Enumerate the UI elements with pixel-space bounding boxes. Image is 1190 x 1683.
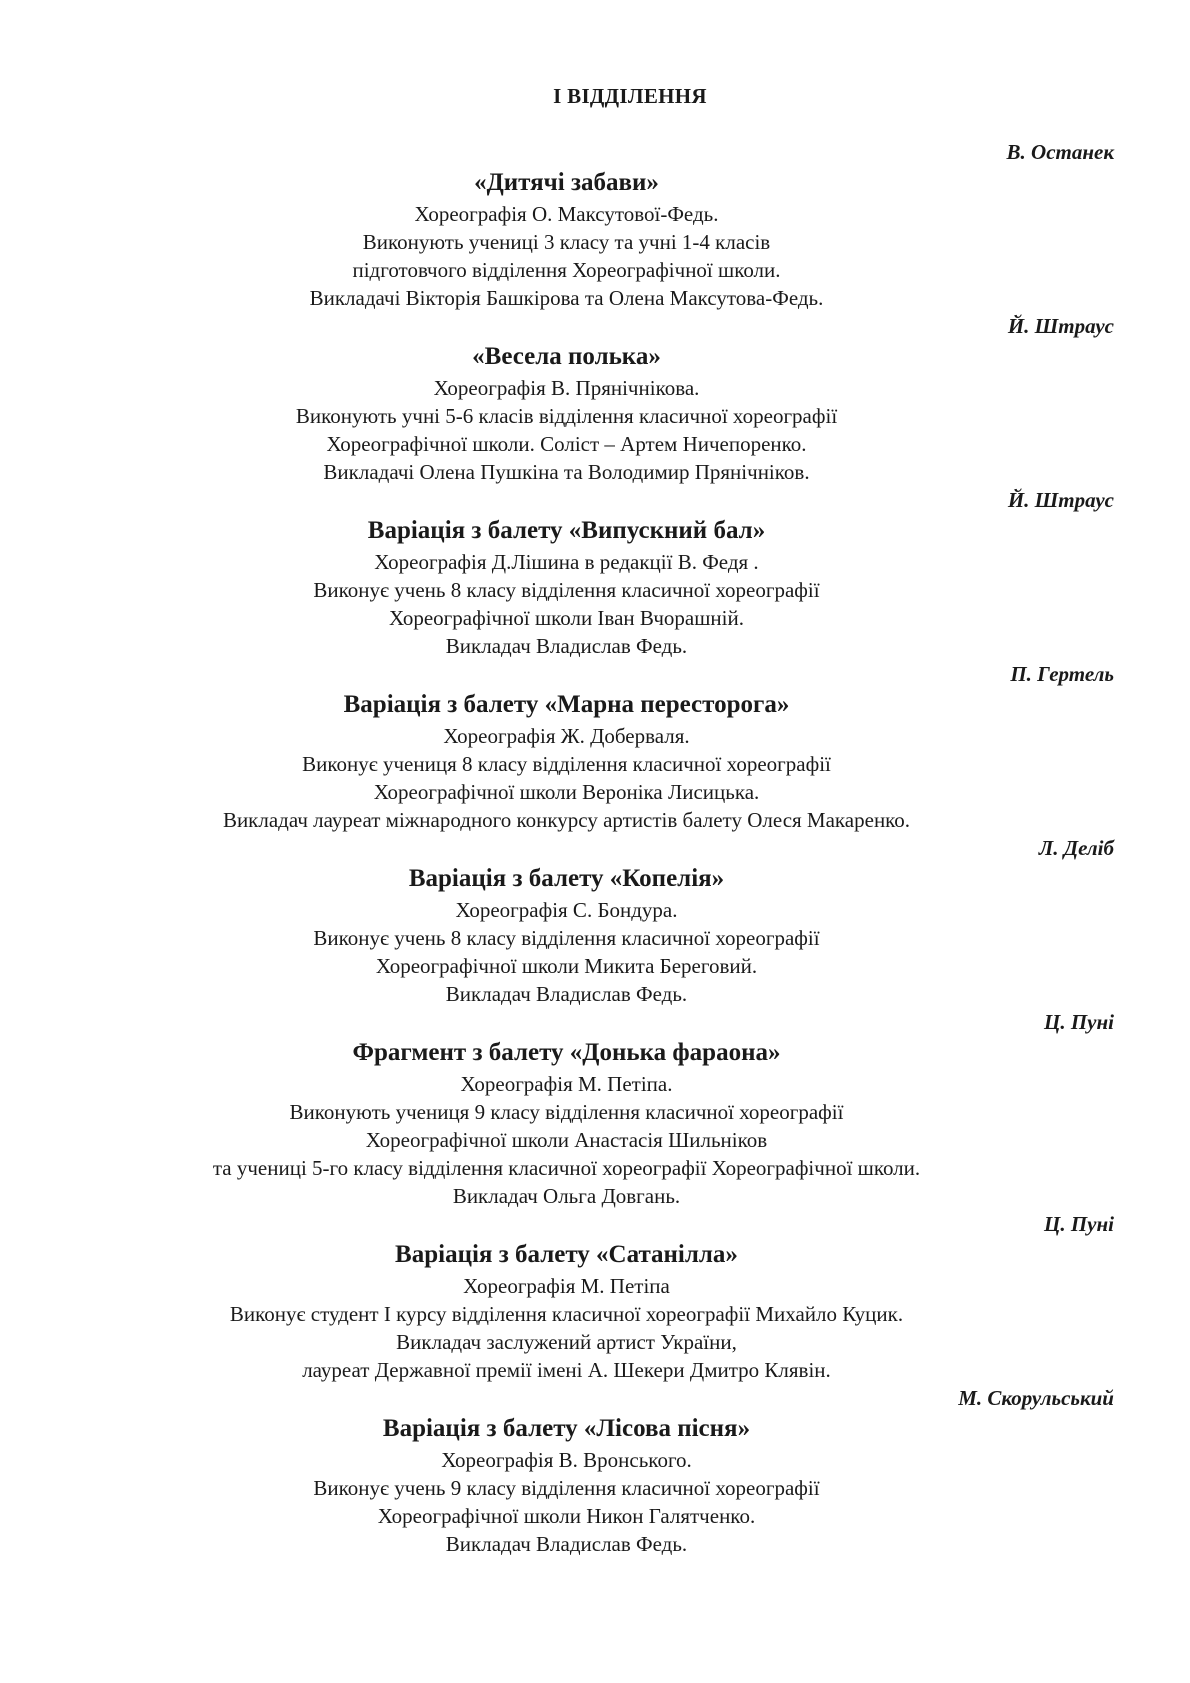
- credit-line: лауреат Державної премії імені А. Шекери Дмитро Клявін.: [302, 1358, 831, 1382]
- section-title: І ВІДДІЛЕННЯ: [553, 84, 707, 108]
- piece-title: «Весела полька»: [472, 343, 661, 370]
- credit-line: Хореографічної школи Микита Береговий.: [375, 954, 758, 978]
- credit-line: Хореографічної школи Вероніка Лисицька.: [373, 780, 760, 804]
- credit-line: Хореографічної школи. Соліст – Артем Ничепоренко.: [326, 432, 807, 456]
- credit-line: Хореографія В. Прянічнікова.: [433, 376, 700, 400]
- credit-line: Виконує учень 9 класу відділення класичної хореографії: [313, 1476, 820, 1500]
- piece-title: Варіація з балету «Лісова пісня»: [382, 1415, 751, 1442]
- piece-title: Варіація з балету «Марна пересторога»: [343, 691, 790, 718]
- credit-line: Хореографічної школи Никон Галятченко.: [377, 1504, 756, 1528]
- piece-title: Варіація з балету «Копелія»: [408, 865, 725, 892]
- credit-line: Хореографія М. Петіпа: [463, 1274, 670, 1298]
- program-entry: [120, 1008, 1120, 1210]
- credit-line: Викладач Владислав Федь.: [445, 982, 688, 1006]
- credit-line: Хореографія В. Вронського.: [441, 1448, 692, 1472]
- credit-line: Виконує учениця 8 класу відділення класичної хореографії: [302, 752, 831, 776]
- credit-line: Хореографія М. Петіпа.: [460, 1072, 673, 1096]
- piece-title: Варіація з балету «Випускний бал»: [367, 517, 766, 544]
- composer-name: Й. Штраус: [1007, 314, 1114, 338]
- credit-line: Викладач Владислав Федь.: [445, 634, 688, 658]
- program-entry: [120, 312, 1120, 486]
- piece-title: «Дитячі забави»: [474, 169, 659, 196]
- composer-name: Л. Деліб: [1038, 836, 1114, 860]
- credit-line: Виконує студент І курсу відділення класичної хореографії Михайло Куцик.: [229, 1302, 904, 1326]
- credit-line: Викладач заслужений артист України,: [396, 1330, 737, 1354]
- piece-title: Фрагмент з балету «Донька фараона»: [352, 1039, 781, 1066]
- program-entry: [120, 138, 1120, 312]
- program-entry: [120, 1384, 1120, 1558]
- credit-line: підготовчого відділення Хореографічної школи.: [352, 258, 781, 282]
- credit-line: Викладачі Олена Пушкіна та Володимир Прянічніков.: [323, 460, 810, 484]
- piece-title: Варіація з балету «Сатанілла»: [395, 1241, 738, 1268]
- credit-line: Виконують учениці 3 класу та учні 1-4 класів: [362, 230, 771, 254]
- credit-line: та учениці 5-го класу відділення класичної хореографії Хореографічної школи.: [212, 1156, 921, 1180]
- credit-line: Хореографія Д.Лішина в редакції В. Федя .: [374, 550, 759, 574]
- composer-name: Ц. Пуні: [1044, 1212, 1114, 1236]
- credit-line: Хореографічної школи Анастасія Шильніков: [365, 1128, 768, 1152]
- program-entries: [120, 138, 1120, 1558]
- program-entry: [120, 1210, 1120, 1384]
- credit-line: Викладач Ольга Довгань.: [452, 1184, 681, 1208]
- credit-line: Виконують учениця 9 класу відділення класичної хореографії: [289, 1100, 844, 1124]
- program-entry: [120, 486, 1120, 660]
- credit-line: Хореографія С. Бондура.: [455, 898, 678, 922]
- credit-line: Виконує учень 8 класу відділення класичної хореографії: [313, 578, 820, 602]
- credit-line: Виконує учень 8 класу відділення класичної хореографії: [313, 926, 820, 950]
- credit-line: Викладач Владислав Федь.: [445, 1532, 688, 1556]
- composer-name: В. Останек: [1006, 140, 1114, 164]
- credit-line: Викладачі Вікторія Башкірова та Олена Максутова-Федь.: [309, 286, 824, 310]
- program-entry: [120, 834, 1120, 1008]
- composer-name: М. Скорульський: [958, 1386, 1114, 1410]
- composer-name: Ц. Пуні: [1044, 1010, 1114, 1034]
- credit-line: Виконують учні 5-6 класів відділення класичної хореографії: [295, 404, 838, 428]
- credit-line: Хореографія Ж. Доберваля.: [443, 724, 690, 748]
- credit-line: Хореографічної школи Іван Вчорашній.: [389, 606, 744, 630]
- credit-line: Хореографія О. Максутової-Федь.: [414, 202, 719, 226]
- composer-name: Й. Штраус: [1007, 488, 1114, 512]
- composer-name: П. Гертель: [1010, 662, 1114, 686]
- program-entry: [120, 660, 1120, 834]
- credit-line: Викладач лауреат міжнародного конкурсу артистів балету Олеся Макаренко.: [222, 808, 911, 832]
